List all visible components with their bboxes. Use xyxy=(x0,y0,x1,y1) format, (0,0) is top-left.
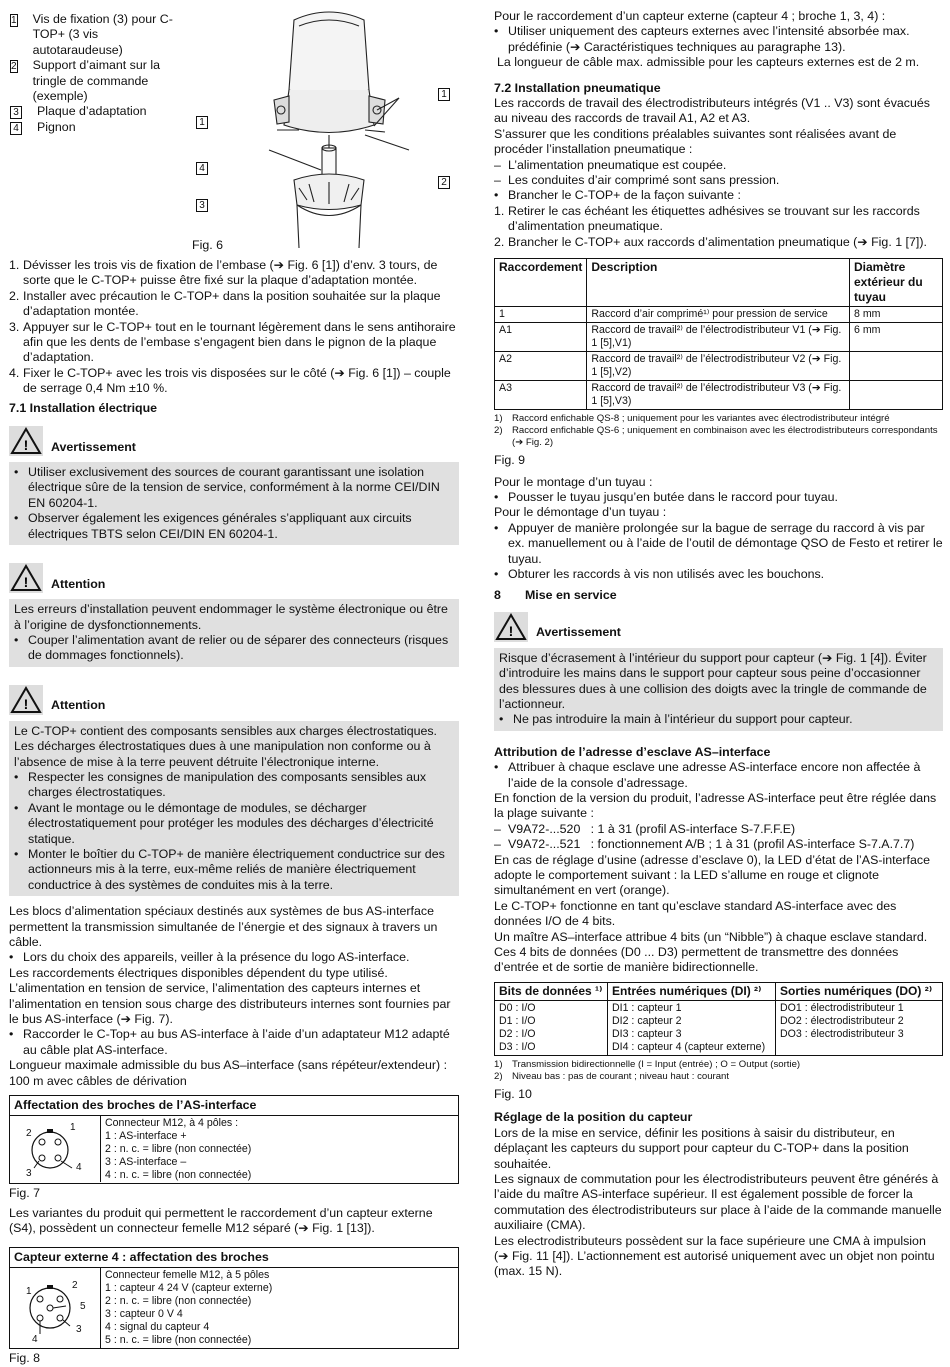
pin-descriptions xyxy=(101,1116,255,1183)
caution-title: Attention xyxy=(51,576,106,591)
footnote-text: Transmission bidirectionnelle (I = Input (entrée) ; O = Output (sortie) xyxy=(512,1058,801,1070)
paragraph: Pour le démontage d’un tuyau : xyxy=(494,505,667,520)
pin-line: Connecteur M12, à 4 pôles : xyxy=(105,1117,239,1130)
subheading-as-interface-address: Attribution de l’adresse d’esclave AS–interface xyxy=(494,744,771,759)
callout-3: 3 xyxy=(196,199,208,212)
table-row xyxy=(495,381,943,410)
warning-box xyxy=(9,420,459,545)
pin-label: 1 xyxy=(26,1286,32,1298)
column-header: Entrées numériques (DI) ²⁾ xyxy=(608,982,776,1000)
pin-line: 2 : n. c. = libre (non connectée) xyxy=(105,1143,252,1156)
section-heading-8: 8 Mise en service xyxy=(494,588,617,603)
dash-text: Les conduites d’air comprimé sont sans pression. xyxy=(508,173,780,188)
step-number: 3. xyxy=(9,319,20,334)
pin-line: 5 : n. c. = libre (non connectée) xyxy=(105,1334,252,1347)
caution-text: Le C-TOP+ contient des composants sensibles aux charges électrostatiques. xyxy=(14,723,437,738)
bullet-item: • Lors du choix des appareils, veiller à la présence du logo AS-interface. xyxy=(9,950,410,965)
pin-label: 4 xyxy=(32,1334,38,1346)
dash-item: – Les conduites d’air comprimé sont sans pression. xyxy=(494,173,780,188)
pin-descriptions xyxy=(101,1268,276,1348)
step-item xyxy=(9,289,459,320)
warning-text: Risque d’écrasement à l’intérieur du support pour capteur (➔ Fig. 1 [4]). Éviter d’introduire les mains dans le support pour capteur sous peine d’occasionner des blessures dues à une collision des doigts avec la tringle de commande de l’actionneur. xyxy=(499,650,927,711)
figure-caption: Fig. 10 xyxy=(494,1086,532,1101)
footnote-number: 1) xyxy=(494,413,503,425)
warning-header xyxy=(494,606,943,642)
paragraph: Un maître AS–interface attribue 4 bits (un “Nibble”) à chaque esclave standard. Ces 4 bits de données (D0 ... D3) permettent de transmettre des données d’entrée et de sortie de manière bidirectionnelle. xyxy=(494,929,928,975)
pin-label: 2 xyxy=(72,1280,78,1292)
legend-text: Vis de fixation (3) pour C-TOP+ (3 vis autotaraudeuse) xyxy=(32,12,173,57)
cell-line: DO2 : électrodistributeur 2 xyxy=(780,1014,904,1027)
cell-line: DO3 : électrodistributeur 3 xyxy=(780,1027,904,1040)
step-text: Brancher le C-TOP+ aux raccords d’alimentation pneumatique (➔ Fig. 1 [7]). xyxy=(508,234,927,249)
pin-table-title: Affectation des broches de l’AS-interface xyxy=(10,1096,458,1116)
pin-table-body xyxy=(10,1268,458,1348)
bullet-item: • Avant le montage ou le démontage de modules, se décharger électrostatiquement pour protéger les modules des décharges d’électricité statique. xyxy=(14,800,434,846)
step-text: Retirer le cas échéant les étiquettes adhésives se trouvant sur les raccords d’alimentation pneumatique. xyxy=(508,203,920,234)
step-text: Fixer le C-TOP+ avec les trois vis disposées sur le côté (➔ Fig. 6 [1]) – couple de serrage 0,4 Nm ±10 %. xyxy=(23,365,451,396)
step-text: Installer avec précaution le C-TOP+ dans la position souhaitée sur la plaque d’adaptation montée. xyxy=(23,288,441,319)
paragraph: Pour le montage d’un tuyau : xyxy=(494,474,653,489)
bullet-item: • Pousser le tuyau jusqu’en butée dans le raccord pour tuyau. xyxy=(494,489,838,504)
bullet-text: Monter le boîtier du C-TOP+ de manière électriquement conductrice sur des actionneurs mis à la terre, eux-même reliés de manière électriquement conductrice à des systèmes de conduites mis à la terre. xyxy=(28,846,445,892)
pin-line: 3 : capteur 0 V 4 xyxy=(105,1308,183,1321)
table-cell xyxy=(608,1000,776,1055)
bullet-item: • Attribuer à chaque esclave une adresse AS-interface encore non affectée à l’aide de la console d’adressage. xyxy=(494,760,921,790)
bullet-text: Ne pas introduire la main à l’intérieur du support pour capteur. xyxy=(513,712,853,727)
legend-number: 2 xyxy=(11,61,17,73)
pin-label: 3 xyxy=(76,1324,82,1336)
table-cell: Raccord de travail²⁾ de l’électrodistributeur V3 (➔ Fig. 1 [5],V3) xyxy=(587,381,850,410)
cell-line: D0 : I/O xyxy=(499,1001,536,1014)
subheading-sensor-position: Réglage de la position du capteur xyxy=(494,1110,693,1125)
legend-item xyxy=(9,120,174,135)
bullet-text: Lors du choix des appareils, veiller à la présence du logo AS-interface. xyxy=(23,950,410,965)
bullet-item: • Couper l’alimentation avant de relier ou de séparer des connecteurs (risques de dommages fonctionnels). xyxy=(14,632,449,663)
pin-table-body xyxy=(10,1116,458,1183)
pin-label: 4 xyxy=(76,1162,82,1174)
footnote-text: Niveau bas : pas de courant ; niveau haut : courant xyxy=(512,1070,730,1082)
pin-line: 4 : signal du capteur 4 xyxy=(105,1321,210,1334)
figure-6 xyxy=(9,0,459,258)
warning-content xyxy=(494,648,943,731)
column-header: Bits de données ¹⁾ xyxy=(495,982,608,1000)
table-cell: A3 xyxy=(495,381,587,410)
table-row xyxy=(495,1000,943,1055)
dash-text: V9A72-...520 : 1 à 31 (profil AS-interface S-7.F.F.E) xyxy=(508,821,796,836)
paragraph: En fonction de la version du produit, l’adresse AS-interface peut être réglée dans la plage suivante : xyxy=(494,791,937,821)
pin-line: 4 : n. c. = libre (non connectée) xyxy=(105,1169,252,1182)
dash-item: – V9A72-...521 : fonctionnement A/B ; 1 à 31 (profil AS-interface S-7.A.7.7) xyxy=(494,837,915,852)
pin-line: 1 : capteur 4 24 V (capteur externe) xyxy=(105,1282,273,1295)
legend-item xyxy=(9,12,174,58)
table-footnotes xyxy=(494,1059,943,1083)
bullet-text: Brancher le C-TOP+ de la façon suivante : xyxy=(508,188,741,203)
column-header: Diamètre extérieur du tuyau xyxy=(850,259,943,307)
connector-5pin-icon xyxy=(10,1268,100,1348)
pin-label: 3 xyxy=(26,1168,32,1180)
bullet-text: Utiliser uniquement des capteurs externes avec l’intensité absorbée max. prédéfinie (➔ Caractéristiques techniques au paragraphe 13). xyxy=(508,24,910,54)
table-row xyxy=(495,307,943,323)
warning-title: Avertissement xyxy=(536,625,621,640)
pin-label: 5 xyxy=(80,1301,86,1313)
cell-line: D1 : I/O xyxy=(499,1014,536,1027)
paragraph: Longueur maximale admissible du bus AS–interface (sans répéteur/extendeur) : 100 m avec câbles de dérivation xyxy=(9,1058,448,1088)
step-number: 1. xyxy=(494,203,505,218)
connector-4pin-icon xyxy=(10,1116,100,1182)
paragraph: S’assurer que les conditions préalables suivantes sont réalisées avant de procéder l’installation pneumatique : xyxy=(494,126,897,157)
c-top-assembly-drawing xyxy=(189,0,459,250)
cell-line: DI4 : capteur 4 (capteur externe) xyxy=(612,1040,766,1053)
section-heading-7-2: 7.2 Installation pneumatique xyxy=(494,80,661,95)
footnote-text: Raccord enfichable QS-6 ; uniquement en combinaison avec les électrodistributeurs correspondants (➔ Fig. 2) xyxy=(512,425,938,449)
caution-text: Les erreurs d’installation peuvent endommager le système électronique ou être à l’origine de dysfonctionnements. xyxy=(14,602,448,632)
figure-caption: Fig. 9 xyxy=(494,453,525,468)
dash-item: – L’alimentation pneumatique est coupée. xyxy=(494,157,727,172)
paragraph: Les variantes du produit qui permettent le raccordement d’un capteur externe (S4), possèdent un connecteur femelle M12 séparé (➔ Fig. 1 [13]). xyxy=(9,1205,433,1236)
bullet-text: Avant le montage ou le démontage de modules, se décharger électrostatiquement pour protéger les modules des décharges d’électricité statique. xyxy=(28,800,434,846)
paragraph: Lors de la mise en service, définir les positions à saisir du distributeur, en déplaçant les capteurs du support pour capteur du C-TOP+ dans la position souhaitée. xyxy=(494,1125,909,1171)
table-row xyxy=(495,323,943,352)
table-cell xyxy=(776,1000,943,1055)
bullet-text: Attribuer à chaque esclave une adresse AS-interface encore non affectée à l’aide de la console d’adressage. xyxy=(508,760,921,790)
column-header: Description xyxy=(587,259,850,307)
pin-table-title: Capteur externe 4 : affectation des broches xyxy=(10,1248,458,1268)
pin-line: Connecteur femelle M12, à 5 pôles xyxy=(105,1269,270,1282)
bullet-text: Obturer les raccords à vis non utilisés avec les bouchons. xyxy=(508,566,825,581)
warning-header xyxy=(9,420,459,456)
paragraph: En cas de réglage d’usine (adresse d’esclave 0), la LED d’état de l’AS-interface adopte le comportement suivant : la LED s’allume en rouge et clignote simultanément en vert (orange). xyxy=(494,852,930,898)
legend-number: 1 xyxy=(11,15,17,26)
right-column xyxy=(494,9,943,1280)
bullet-item: • Ne pas introduire la main à l’intérieur du support pour capteur. xyxy=(499,712,853,727)
table-cell xyxy=(495,1000,608,1055)
legend-number: 4 xyxy=(10,122,22,135)
caution-box xyxy=(9,679,459,896)
dash-item: – V9A72-...520 : 1 à 31 (profil AS-interface S-7.F.F.E) xyxy=(494,821,796,836)
table-cell: 8 mm xyxy=(850,307,943,323)
footnote-text: Raccord enfichable QS-8 ; uniquement pour les variantes avec électrodistributeur intégré xyxy=(512,413,890,425)
legend-number: 3 xyxy=(10,106,22,119)
callout-1-left: 1 xyxy=(196,116,208,129)
step-item xyxy=(9,320,459,366)
bullet-text: Raccorder le C-Top+ au bus AS-interface à l’aide d’un adaptateur M12 adapté au câble plat AS-interface. xyxy=(23,1027,450,1057)
figure-caption: Fig. 7 xyxy=(9,1186,40,1201)
caution-title: Attention xyxy=(51,698,106,713)
warning-content xyxy=(9,462,459,545)
bullet-text: Utiliser exclusivement des sources de courant garantissant une isolation électrique sûre de la tension de service, conformément à la norme CEI/DIN EN 60204-1. xyxy=(28,465,440,510)
cell-line: DI2 : capteur 2 xyxy=(612,1014,682,1027)
pin-line: 1 : AS-interface + xyxy=(105,1130,187,1143)
svg-text:!: ! xyxy=(23,437,29,454)
bullet-item: • Monter le boîtier du C-TOP+ de manière électriquement conductrice sur des actionneurs mis à la terre, eux-même reliés de manière électriquement conductrice à des systèmes de conduites mis à la terre. xyxy=(14,846,445,892)
tubing-instructions xyxy=(494,475,943,583)
cell-line: DI3 : capteur 3 xyxy=(612,1027,682,1040)
footnote-number: 2) xyxy=(494,425,503,437)
bullet-text: Appuyer de manière prolongée sur la bague de serrage du raccord à vis par ex. manuellement ou à l’aide de l’outil de démontage QSO de Festo et retirer le tuyau. xyxy=(508,520,943,566)
table-header-row xyxy=(495,259,943,307)
footnote xyxy=(494,1059,943,1071)
m12-5pin-connector-diagram xyxy=(10,1268,101,1348)
table-cell: Raccord d’air comprimé¹⁾ pour pression de service xyxy=(587,307,850,323)
warning-triangle-icon xyxy=(494,612,528,642)
paragraph: Pour le raccordement d’un capteur externe (capteur 4 ; broche 1, 3, 4) : xyxy=(494,9,886,23)
pneumatic-connections-table xyxy=(494,258,943,410)
step-text: Dévisser les trois vis de fixation de l’embase (➔ Fig. 6 [1]) d’env. 3 tours, de sorte que le C-TOP+ puisse être fixé sur la plaque d’adaptation montée. xyxy=(23,258,438,288)
m12-4pin-connector-diagram xyxy=(10,1116,101,1182)
legend-text: Pignon xyxy=(37,119,76,134)
bullet-text: Respecter les consignes de manipulation des composants sensibles aux charges électrostatiques. xyxy=(28,769,427,800)
table-cell: A1 xyxy=(495,323,587,352)
electrical-text xyxy=(9,904,459,1089)
footnote-number: 2) xyxy=(494,1070,503,1082)
warning-triangle-icon xyxy=(9,426,43,456)
paragraph: Les blocs d’alimentation spéciaux destinés aux systèmes de bus AS-interface permettent la transmission simultanée de l’énergie et des signaux à travers un câble. xyxy=(9,904,438,949)
figure-caption: Fig. 8 xyxy=(9,1351,40,1366)
dash-text: L’alimentation pneumatique est coupée. xyxy=(508,157,727,172)
table-cell: A2 xyxy=(495,352,587,381)
caution-triangle-icon xyxy=(9,563,43,593)
step-item xyxy=(494,204,943,235)
bullet-item: • Utiliser uniquement des capteurs externes avec l’intensité absorbée max. prédéfinie (➔ Caractéristiques techniques au paragraphe 13). xyxy=(494,24,910,54)
warning-box xyxy=(494,606,943,731)
table-row xyxy=(495,352,943,381)
pin-line: 3 : AS-interface – xyxy=(105,1156,187,1169)
fig6-legend xyxy=(9,12,174,135)
caution-content xyxy=(9,599,459,667)
paragraph: La longueur de câble max. admissible pour les capteurs externes est de 2 m. xyxy=(497,55,920,70)
step-number: 2. xyxy=(494,234,505,249)
cell-line: DI1 : capteur 1 xyxy=(612,1001,682,1014)
step-number: 2. xyxy=(9,288,20,303)
table-header-row xyxy=(495,982,943,1000)
caution-header xyxy=(9,679,459,715)
paragraph: Les signaux de commutation pour les électrodistributeurs peuvent être générés à l’aide du maître AS-interface supérieur. Il est également possible de forcer la commutation des électrodistributeurs sur place à l’aide de la commande manuelle auxiliaire (CMA). xyxy=(494,1171,942,1233)
callout-2: 2 xyxy=(438,176,450,189)
pin-line: 2 : n. c. = libre (non connectée) xyxy=(105,1295,252,1308)
svg-text:!: ! xyxy=(23,695,29,712)
legend-text: Support d’aimant sur la tringle de commande (exemple) xyxy=(32,58,160,104)
legend-item xyxy=(9,104,174,119)
pin-label: 2 xyxy=(26,1128,32,1140)
cell-line: D3 : I/O xyxy=(499,1040,536,1053)
cell-line: DO1 : électrodistributeur 1 xyxy=(780,1001,904,1014)
footnote-number: 1) xyxy=(494,1058,503,1070)
bullet-item: • Utiliser exclusivement des sources de courant garantissant une isolation électrique sûre de la tension de service, conformément à la norme CEI/DIN EN 60204-1. xyxy=(14,465,440,510)
step-item xyxy=(9,258,459,289)
legend-text: Plaque d’adaptation xyxy=(37,104,147,119)
footnote xyxy=(494,413,943,425)
paragraph: Les electrodistributeurs possèdent sur la face supérieure une CMA à impulsion (➔ Fig. 11 [4]). L’actionnement est autorisé uniquement avec un objet non pointu (max. 15 N). xyxy=(494,1233,935,1279)
table-cell xyxy=(850,352,943,381)
footnote xyxy=(494,1071,943,1083)
figure-caption: Fig. 6 xyxy=(192,238,223,252)
table-cell xyxy=(850,381,943,410)
callout-4: 4 xyxy=(196,162,208,175)
caution-text: Les décharges électrostatiques dues à une manipulation non conforme ou à l’absence de mise à la terre peuvent détruite l’électronique interne. xyxy=(14,739,431,769)
table-cell: Raccord de travail²⁾ de l’électrodistributeur V1 (➔ Fig. 1 [5],V1) xyxy=(587,323,850,352)
step-item xyxy=(494,235,943,250)
paragraph: Le C-TOP+ fonctionne en tant qu’esclave standard AS-interface avec des données I/O de 4 bits. xyxy=(494,898,897,929)
caution-triangle-icon xyxy=(9,685,43,715)
svg-text:!: ! xyxy=(508,622,514,639)
table-cell: 6 mm xyxy=(850,323,943,352)
caution-box xyxy=(9,557,459,667)
cell-line: D2 : I/O xyxy=(499,1027,536,1040)
table-cell: 1 xyxy=(495,307,587,323)
caution-header xyxy=(9,557,459,593)
caution-content xyxy=(9,721,459,896)
table-cell: Raccord de travail²⁾ de l’électrodistributeur V2 (➔ Fig. 1 [5],V2) xyxy=(587,352,850,381)
bullet-text: Pousser le tuyau jusqu’en butée dans le raccord pour tuyau. xyxy=(508,489,838,504)
step-item xyxy=(9,366,459,397)
pin-assignment-external-sensor xyxy=(9,1247,459,1349)
bullet-text: Observer également les exigences générales s’appliquant aux circuits électriques TBTS selon CEI/DIN EN 60204-1. xyxy=(28,511,412,541)
column-header: Raccordement xyxy=(495,259,587,307)
bullet-item: • Obturer les raccords à vis non utilisés avec les bouchons. xyxy=(494,566,825,581)
pin-label: 1 xyxy=(70,1122,76,1134)
callout-1-right: 1 xyxy=(438,88,450,101)
bullet-item: • Appuyer de manière prolongée sur la bague de serrage du raccord à vis par ex. manuellement ou à l’aide de l’outil de démontage QSO de Festo et retirer le tuyau. xyxy=(494,520,943,566)
dash-text: V9A72-...521 : fonctionnement A/B ; 1 à 31 (profil AS-interface S-7.A.7.7) xyxy=(508,837,915,852)
assembly-steps xyxy=(9,258,459,397)
table-footnotes xyxy=(494,413,943,449)
paragraph: Les raccords de travail des électrodistributeurs intégrés (V1 .. V3) sont évacués au niveau des raccords de travail A1, A2 et A3. xyxy=(494,96,930,126)
footnote xyxy=(494,425,943,449)
step-number: 4. xyxy=(9,365,20,380)
step-text: Appuyer sur le C-TOP+ tout en le tournant légèrement dans le sens antihoraire afin que les dents de l’embase s’engagent bien dans le pignon de la plaque d’adaptation. xyxy=(23,319,456,365)
bullet-item: • Respecter les consignes de manipulation des composants sensibles aux charges électrostatiques. xyxy=(14,769,427,800)
bullet-text: Couper l’alimentation avant de relier ou de séparer des connecteurs (risques de dommages fonctionnels). xyxy=(28,632,449,663)
data-bits-table xyxy=(494,982,943,1056)
warning-title: Avertissement xyxy=(51,439,136,454)
left-column xyxy=(9,0,459,1367)
legend-item xyxy=(9,58,174,104)
bullet-item: • Brancher le C-TOP+ de la façon suivante : xyxy=(494,188,741,203)
pin-assignment-as-interface xyxy=(9,1095,459,1184)
bullet-item: • Raccorder le C-Top+ au bus AS-interface à l’aide d’un adaptateur M12 adapté au câble plat AS-interface. xyxy=(9,1027,450,1057)
paragraph: Les raccordements électriques disponibles dépendent du type utilisé. xyxy=(9,965,388,980)
column-header: Sorties numériques (DO) ²⁾ xyxy=(776,982,943,1000)
paragraph: L’alimentation en tension de service, l’alimentation des capteurs internes et l’alimentation en tension sous charge des distributeurs internes sont fournies par le bus AS-interface (➔ Fig. 7). xyxy=(9,981,451,1027)
svg-text:!: ! xyxy=(23,574,29,591)
step-number: 1. xyxy=(9,258,20,272)
bullet-item: • Observer également les exigences générales s’appliquant aux circuits électriques TBTS selon CEI/DIN EN 60204-1. xyxy=(14,511,412,541)
section-heading-7-1: 7.1 Installation électrique xyxy=(9,400,158,415)
